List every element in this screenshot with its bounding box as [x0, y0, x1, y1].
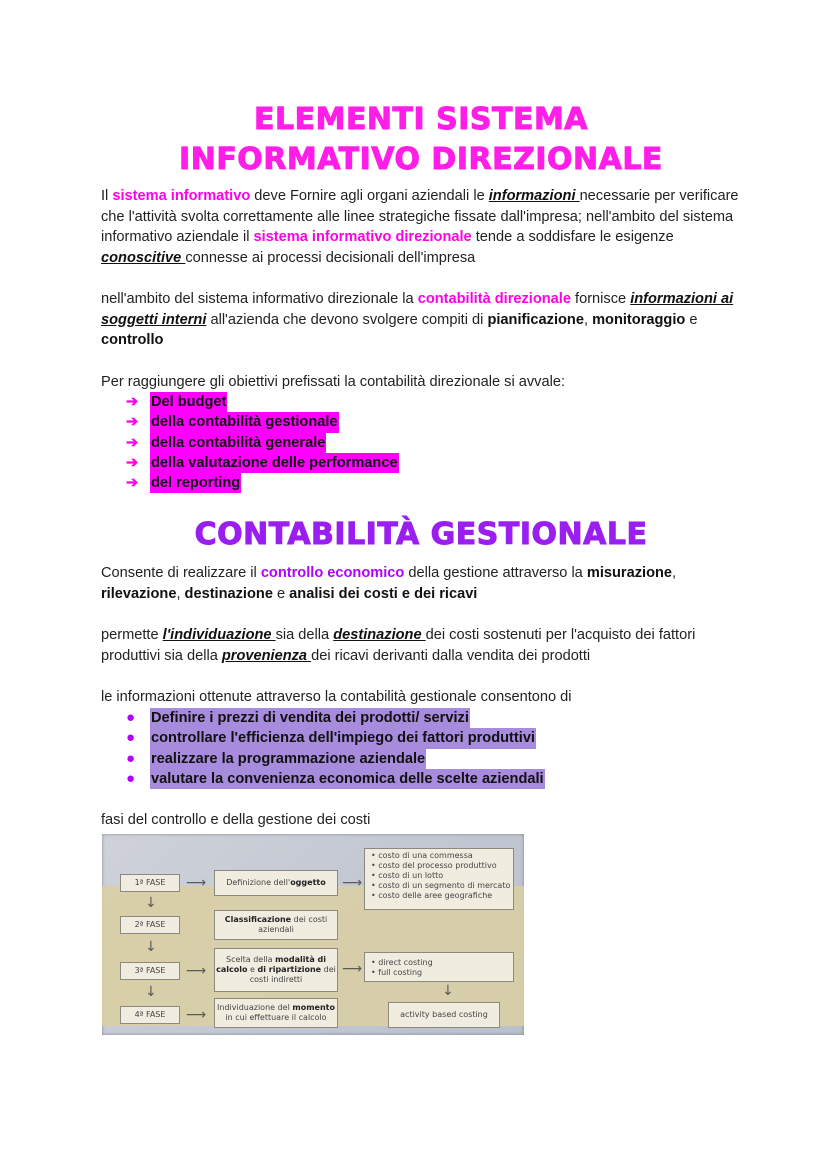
arrow-right-icon: ⟶	[342, 961, 363, 977]
arrow-icon: ➔	[126, 394, 139, 410]
activity-based-costing-box: activity based costing	[388, 1002, 500, 1028]
step-modalita-box: Scelta della modalità di calcolo e di ripartizione dei costi indiretti	[214, 948, 338, 992]
list-item: ➔ del reporting	[126, 473, 741, 493]
list-item: ➔ della contabilità gestionale	[126, 412, 741, 432]
list-item: ● Definire i prezzi di vendita dei prodotti/ servizi	[126, 708, 741, 728]
arrow-down-icon: ↓	[442, 983, 454, 999]
arrow-icon: ➔	[126, 475, 139, 492]
list-item: ➔ della contabilità generale	[126, 433, 741, 453]
arrow-down-icon: ↓	[145, 984, 157, 1000]
step-momento-box: Individuazione del momento in cui effettuare il calcolo	[214, 998, 338, 1028]
step-oggetto-box: Definizione dell'oggetto	[214, 870, 338, 896]
paragraph-fasi: fasi del controllo e della gestione dei costi	[101, 812, 371, 829]
title-contabilita-gestionale: CONTABILITÀ GESTIONALE	[194, 517, 648, 553]
arrow-right-icon: ⟶	[342, 875, 363, 891]
paragraph-individuazione: permette l'individuazione sia della destinazione dei costi sostenuti per l'acquisto dei fattori produttivi sia della provenienza dei ricavi derivanti dalla vendita dei prodotti	[101, 627, 696, 664]
bullet-icon: ●	[126, 749, 136, 767]
phase-1-box: 1ª FASE	[120, 874, 180, 892]
arrow-down-icon: ↓	[145, 895, 157, 911]
phase-4-box: 4ª FASE	[120, 1006, 180, 1024]
arrow-right-icon: ⟶	[186, 963, 207, 979]
paragraph-controllo-economico: Consente di realizzare il controllo economico della gestione attraverso la misurazione, rilevazione, destinazione e analisi dei costi e dei ricavi	[101, 565, 677, 602]
list-consentono	[101, 708, 741, 789]
bullet-icon: ●	[126, 708, 136, 726]
paragraph-informazioni: le informazioni ottenute attraverso la contabilità gestionale consentono di	[101, 689, 572, 706]
paragraph-sistema-informativo: Il sistema informativo deve Fornire agli organi aziendali le informazioni necessarie per verificare che l'attività svolta correttamente alle linee strategiche fissate dall'impresa; nell'ambito del sistema informativo aziendale il sistema informativo direzionale tende a soddisfare le esigenze conoscitive connesse ai processi decisionali dell'impresa	[101, 188, 739, 266]
list-item: ● realizzare la programmazione aziendale	[126, 749, 741, 769]
arrow-icon: ➔	[126, 454, 139, 471]
bullet-icon: ●	[126, 729, 136, 747]
arrow-icon: ➔	[126, 434, 139, 451]
title-sistema-informativo: ELEMENTI SISTEMA INFORMATIVO DIREZIONALE	[179, 102, 663, 177]
phase-2-box: 2ª FASE	[120, 916, 180, 934]
list-item: ● controllare l'efficienza dell'impiego dei fattori produttivi	[126, 728, 741, 748]
arrow-right-icon: ⟶	[186, 1007, 207, 1023]
arrow-icon: ➔	[126, 414, 139, 431]
paragraph-obiettivi: Per raggiungere gli obiettivi prefissati la contabilità direzionale si avvale:	[101, 373, 566, 390]
arrow-right-icon: ⟶	[186, 875, 207, 891]
fasi-diagram-image	[102, 834, 524, 1035]
list-item: ➔ Del budget	[126, 392, 741, 412]
list-item: ➔ della valutazione delle performance	[126, 453, 741, 473]
paragraph-contabilita-direzionale: nell'ambito del sistema informativo direzionale la contabilità direzionale fornisce informazioni ai soggetti interni all'azienda che devono svolgere compiti di pianificazione, monitoraggio e controllo	[101, 291, 734, 348]
arrow-down-icon: ↓	[145, 939, 157, 955]
phase-3-box: 3ª FASE	[120, 962, 180, 980]
costing-methods-list: • direct costing • full costing	[364, 952, 514, 982]
document-page	[101, 100, 741, 831]
bullet-icon: ●	[126, 769, 136, 787]
list-item: ● valutare la convenienza economica delle scelte aziendali	[126, 769, 741, 789]
step-classificazione-box: Classificazione dei costi aziendali	[214, 910, 338, 940]
cost-objects-list: • costo di una commessa • costo del processo produttivo • costo di un lotto • costo di un segmento di mercato • costo delle aree geografiche	[364, 848, 514, 910]
list-strumenti	[101, 392, 741, 493]
